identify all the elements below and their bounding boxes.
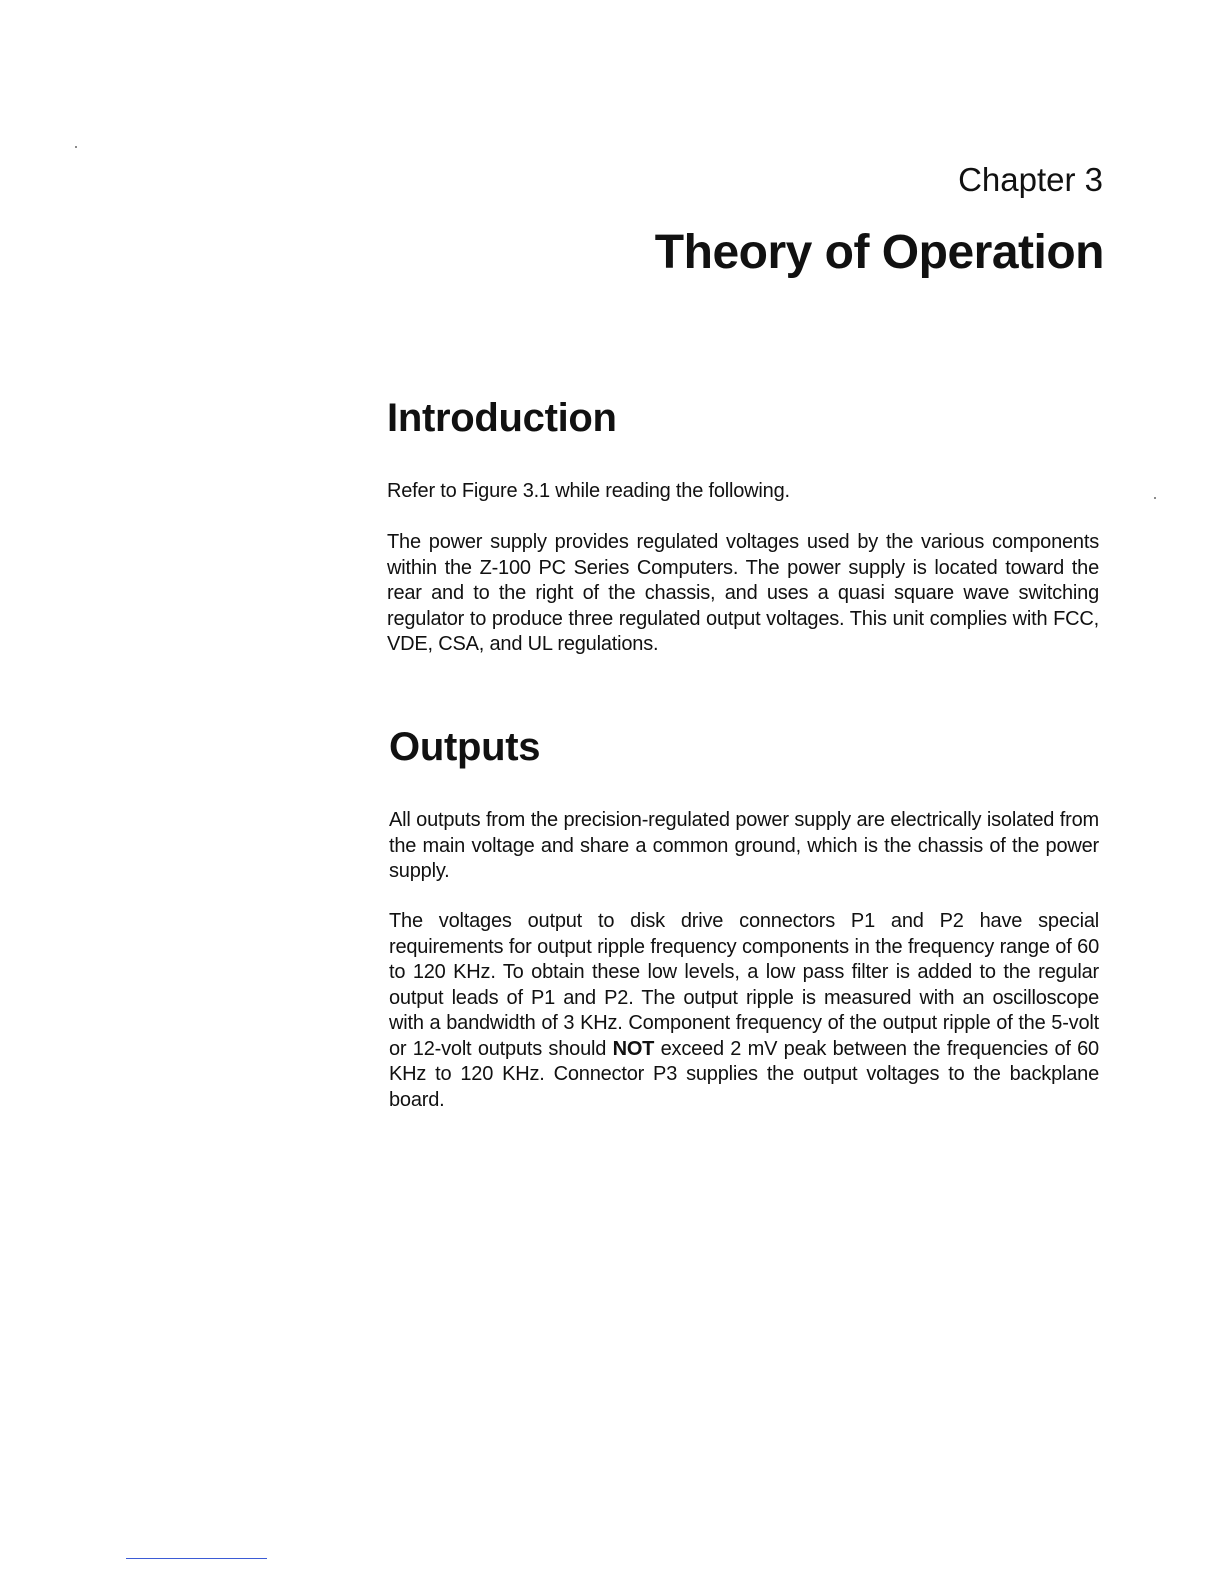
outputs-paragraph-1: All outputs from the precision-regulated power supply are electrically isolated from the main voltage and share a common ground, which is the chassis of the power supply.: [389, 809, 1099, 882]
scan-speck: [1154, 497, 1156, 499]
chapter-label: Chapter 3: [958, 161, 1103, 198]
footer-rule: [126, 1558, 267, 1559]
outputs-paragraph-2: [389, 909, 1099, 1113]
scan-speck: [75, 146, 77, 148]
section-heading-introduction: Introduction: [387, 396, 617, 440]
emphasis-not: NOT: [612, 1037, 655, 1060]
intro-paragraph-2: The power supply provides regulated voltages used by the various components within the Z-100 PC Series Computers. The power supply is located toward the rear and to the right of the chassis, and uses a quasi square wave switching regulator to produce three regulated output voltages. This unit complies with FCC, VDE, CSA, and UL regulations.: [387, 531, 1099, 655]
outputs-paragraph-2-text-b: exceed 2 mV peak between the frequencies of 60 KHz to 120 KHz. Connector P3 supplies the output voltages to the backplane board.: [389, 1037, 1099, 1111]
section-heading-outputs: Outputs: [389, 725, 541, 769]
outputs-paragraph-2-text-a: The voltages output to disk drive connectors P1 and P2 have special requirements for output ripple frequency components in the frequency range of 60 to 120 KHz. To obtain these low levels, a low pass filter is added to the regular output leads of P1 and P2. The output ripple is measured with an oscilloscope with a bandwidth of 3 KHz. Component frequency of the output ripple of the 5-volt or 12-volt outputs should: [389, 910, 1099, 1060]
intro-paragraph-1: Refer to Figure 3.1 while reading the following.: [387, 480, 790, 502]
chapter-title: Theory of Operation: [654, 226, 1104, 279]
